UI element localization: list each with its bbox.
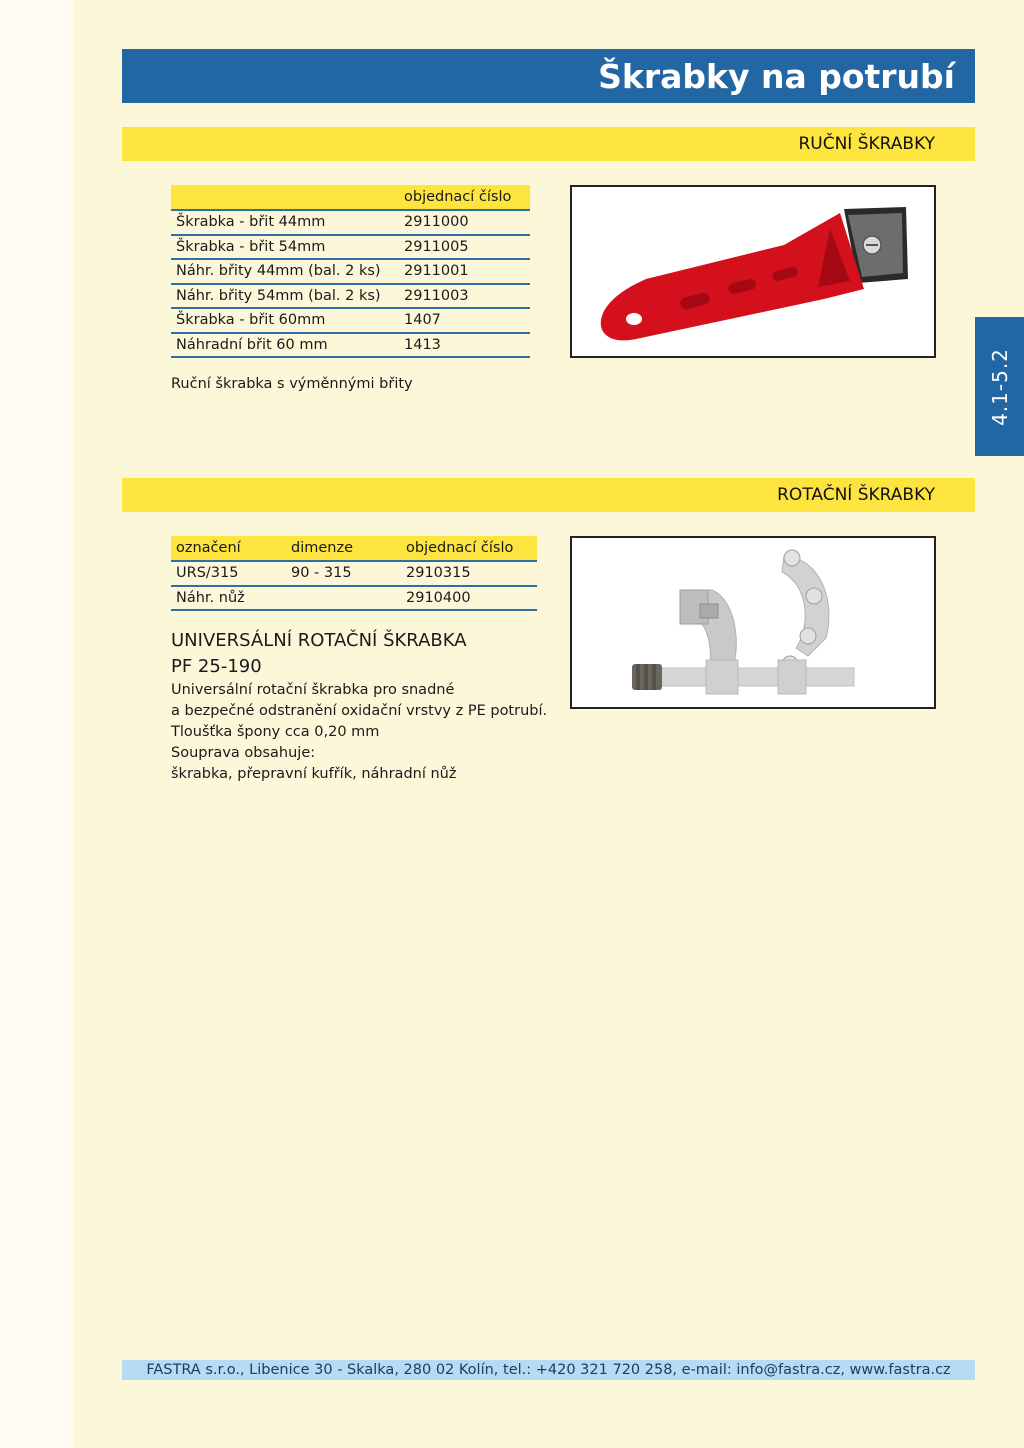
order-number: 1407: [399, 308, 530, 333]
footer-bar: [122, 1360, 975, 1380]
rotary-scraper-table: [171, 536, 537, 611]
product-code: Náhr. nůž: [171, 586, 286, 611]
product-model: PF 25-190: [171, 656, 262, 677]
table-row: [171, 210, 530, 235]
table-header-cell: [171, 185, 399, 210]
rotary-scraper-image: [570, 536, 936, 709]
order-number: 2911000: [399, 210, 530, 235]
table-row: [171, 308, 530, 333]
table-row: [171, 586, 537, 611]
product-name: Škrabka - břit 60mm: [171, 308, 399, 333]
manual-scraper-table: [171, 185, 530, 358]
order-number: 1413: [399, 333, 530, 358]
order-number: 2911001: [399, 259, 530, 284]
product-name: Náhr. břity 54mm (bal. 2 ks): [171, 284, 399, 309]
description-line: Universální rotační škrabka pro snadné: [171, 682, 455, 698]
chapter-tab-label: 4.1-5.2: [987, 347, 1012, 426]
table-header-cell: označení: [171, 536, 286, 561]
hand-scraper-image: [570, 185, 936, 358]
order-number: 2911005: [399, 235, 530, 260]
dimension: 90 - 315: [286, 561, 401, 586]
section-bar-manual: [122, 127, 975, 161]
table-header-cell: objednací číslo: [399, 185, 530, 210]
section-bar-rotary: [122, 478, 975, 512]
section-label-rotary: ROTAČNÍ ŠKRABKY: [777, 485, 935, 505]
table-row: [171, 259, 530, 284]
manual-caption: Ruční škrabka s výměnnými břity: [171, 376, 413, 392]
table-row: [171, 333, 530, 358]
section-label-manual: RUČNÍ ŠKRABKY: [798, 134, 935, 154]
table-row: [171, 284, 530, 309]
table-header-row: [171, 536, 537, 561]
page-title-bar: [122, 49, 975, 103]
order-number: 2910400: [401, 586, 537, 611]
product-name: Škrabka - břit 54mm: [171, 235, 399, 260]
hand-scraper-illustration: [572, 187, 934, 356]
product-name: Náhradní břit 60 mm: [171, 333, 399, 358]
table-row: [171, 561, 537, 586]
description-line: škrabka, přepravní kufřík, náhradní nůž: [171, 766, 457, 782]
description-line: Tloušťka špony cca 0,20 mm: [171, 724, 380, 740]
description-line: a bezpečné odstranění oxidační vrstvy z PE potrubí.: [171, 703, 548, 719]
product-code: URS/315: [171, 561, 286, 586]
page-title: Škrabky na potrubí: [598, 56, 955, 96]
table-header-row: [171, 185, 530, 210]
product-description: [171, 680, 547, 785]
description-line: Souprava obsahuje:: [171, 745, 316, 761]
order-number: 2910315: [401, 561, 537, 586]
footer-contact: FASTRA s.r.o., Libenice 30 - Skalka, 280 02 Kolín, tel.: +420 321 720 258, e-mail: info@fastra.cz, www.fastra.cz: [146, 1362, 951, 1378]
rotary-scraper-illustration: [572, 538, 934, 707]
table-header-cell: objednací číslo: [401, 536, 537, 561]
product-heading: UNIVERSÁLNÍ ROTAČNÍ ŠKRABKA: [171, 630, 467, 651]
product-name: Náhr. břity 44mm (bal. 2 ks): [171, 259, 399, 284]
table-row: [171, 235, 530, 260]
table-header-cell: dimenze: [286, 536, 401, 561]
dimension: [286, 586, 401, 611]
product-name: Škrabka - břit 44mm: [171, 210, 399, 235]
order-number: 2911003: [399, 284, 530, 309]
chapter-tab: [975, 317, 1024, 456]
page-margin: [0, 0, 74, 1448]
